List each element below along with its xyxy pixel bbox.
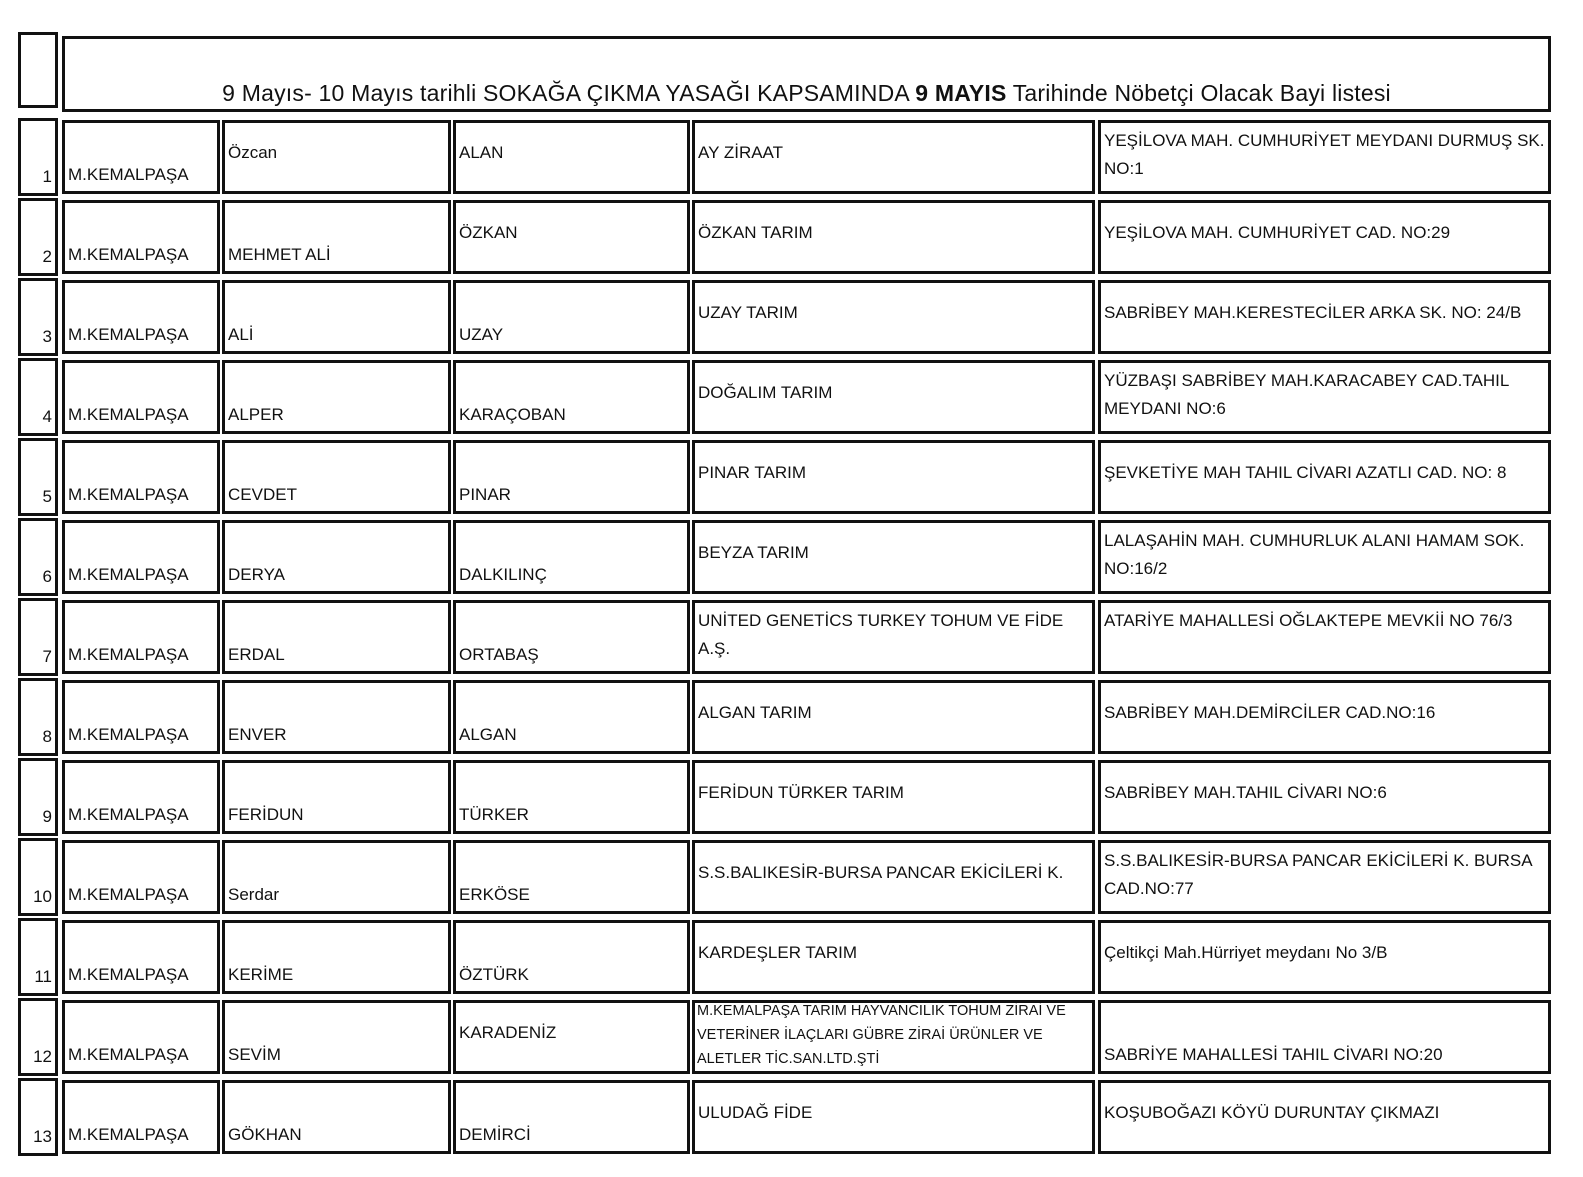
firm-name: M.KEMALPAŞA TARIM HAYVANCILIK TOHUM ZİRAİ VE VETERİNER İLAÇLARI GÜBRE ZİRAİ ÜRÜNLER VE ALETLER TİC.SAN.LTD.ŞTİ	[697, 1003, 1066, 1067]
district: M.KEMALPAŞA	[68, 485, 189, 504]
address: SABRİBEY MAH.TAHIL CİVARI NO:6	[1104, 783, 1387, 802]
address: ATARİYE MAHALLESİ OĞLAKTEPE MEVKİİ NO 76/3	[1104, 611, 1513, 630]
surname: DEMİRCİ	[459, 1125, 531, 1144]
title-text-end: Tarihinde Nöbetçi Olacak Bayi listesi	[1006, 80, 1391, 106]
district-cell	[62, 200, 220, 274]
row-number: 3	[42, 327, 52, 346]
surname-cell	[453, 680, 690, 754]
row-number: 4	[42, 407, 52, 426]
first-name: FERİDUN	[228, 805, 304, 824]
district: M.KEMALPAŞA	[68, 565, 189, 584]
firm-cell	[692, 280, 1095, 354]
address: YEŞİLOVA MAH. CUMHURİYET MEYDANI DURMUŞ SK. NO:1	[1104, 131, 1545, 178]
row-number: 6	[42, 567, 52, 586]
name-cell	[222, 200, 451, 274]
address-cell	[1098, 1000, 1551, 1074]
district-cell	[62, 280, 220, 354]
row-number: 8	[42, 727, 52, 746]
table-row	[0, 996, 1583, 1074]
firm-cell	[692, 360, 1095, 434]
surname: KARADENİZ	[459, 1023, 557, 1042]
address-cell	[1098, 760, 1551, 834]
address: SABRİBEY MAH.KERESTECİLER ARKA SK. NO: 24/B	[1104, 303, 1522, 322]
table-row	[0, 196, 1583, 274]
surname-cell	[453, 120, 690, 194]
firm-name: BEYZA TARIM	[698, 543, 809, 562]
firm-cell	[692, 440, 1095, 514]
name-cell	[222, 840, 451, 914]
row-number-cell	[18, 438, 58, 516]
firm-name: DOĞALIM TARIM	[698, 383, 833, 402]
surname-cell	[453, 360, 690, 434]
address: YEŞİLOVA MAH. CUMHURİYET CAD. NO:29	[1104, 223, 1451, 242]
surname: KARAÇOBAN	[459, 405, 566, 424]
firm-cell	[692, 200, 1095, 274]
surname-cell	[453, 280, 690, 354]
surname: ORTABAŞ	[459, 645, 539, 664]
row-number-cell	[18, 278, 58, 356]
table-row	[0, 436, 1583, 514]
district: M.KEMALPAŞA	[68, 405, 189, 424]
firm-name: FERİDUN TÜRKER TARIM	[698, 783, 904, 802]
address-cell	[1098, 680, 1551, 754]
address-cell	[1098, 200, 1551, 274]
district: M.KEMALPAŞA	[68, 1045, 189, 1064]
row-number-cell	[18, 998, 58, 1076]
row-number-cell	[18, 918, 58, 996]
firm-cell	[692, 120, 1095, 194]
firm-cell	[692, 520, 1095, 594]
district: M.KEMALPAŞA	[68, 645, 189, 664]
first-name: GÖKHAN	[228, 1125, 302, 1144]
surname: ALAN	[459, 143, 504, 162]
first-name: MEHMET ALİ	[228, 245, 331, 264]
district: M.KEMALPAŞA	[68, 725, 189, 744]
name-cell	[222, 1000, 451, 1074]
firm-cell	[692, 600, 1095, 674]
firm-name: S.S.BALIKESİR-BURSA PANCAR EKİCİLERİ K.	[698, 863, 1064, 882]
surname-cell	[453, 1080, 690, 1154]
surname: UZAY	[459, 325, 504, 344]
district-cell	[62, 760, 220, 834]
firm-cell	[692, 840, 1095, 914]
surname: ERKÖSE	[459, 885, 530, 904]
name-cell	[222, 1080, 451, 1154]
address-cell	[1098, 600, 1551, 674]
table-row	[0, 916, 1583, 994]
firm-cell	[692, 680, 1095, 754]
first-name: DERYA	[228, 565, 286, 584]
firm-name: AY ZİRAAT	[698, 143, 784, 162]
name-cell	[222, 280, 451, 354]
first-name: ERDAL	[228, 645, 285, 664]
address: SABRİBEY MAH.DEMİRCİLER CAD.NO:16	[1104, 703, 1436, 722]
surname: ALGAN	[459, 725, 517, 744]
district: M.KEMALPAŞA	[68, 805, 189, 824]
address: KOŞUBOĞAZI KÖYÜ DURUNTAY ÇIKMAZI	[1104, 1103, 1440, 1122]
firm-name: PINAR TARIM	[698, 463, 806, 482]
table-row	[0, 116, 1583, 194]
surname-cell	[453, 1000, 690, 1074]
surname-cell	[453, 760, 690, 834]
address-cell	[1098, 440, 1551, 514]
row-number: 2	[42, 247, 52, 266]
row-number-cell	[18, 198, 58, 276]
address-cell	[1098, 360, 1551, 434]
firm-name: ÖZKAN TARIM	[698, 223, 813, 242]
row-number: 10	[33, 887, 52, 906]
district-cell	[62, 600, 220, 674]
table-row	[0, 756, 1583, 834]
row-number-cell	[18, 1078, 58, 1156]
page-title	[65, 80, 1548, 107]
firm-cell	[692, 1080, 1095, 1154]
address-cell	[1098, 920, 1551, 994]
first-name: KERİME	[228, 965, 294, 984]
row-number: 11	[34, 967, 52, 986]
firm-name: KARDEŞLER TARIM	[698, 943, 858, 962]
firm-name: ALGAN TARIM	[698, 703, 812, 722]
first-name: Özcan	[228, 143, 278, 162]
row-number: 12	[33, 1047, 52, 1066]
name-cell	[222, 680, 451, 754]
row-number-cell	[18, 758, 58, 836]
address-cell	[1098, 520, 1551, 594]
row-number-cell	[18, 118, 58, 196]
address: LALAŞAHİN MAH. CUMHURLUK ALANI HAMAM SOK. NO:16/2	[1104, 531, 1525, 578]
surname: DALKILINÇ	[459, 565, 547, 584]
district: M.KEMALPAŞA	[68, 1125, 189, 1144]
first-name: ALPER	[228, 405, 284, 424]
firm-name: UNİTED GENETİCS TURKEY TOHUM VE FİDE A.Ş.	[698, 611, 1064, 658]
address: SABRİYE MAHALLESİ TAHIL CİVARI NO:20	[1104, 1045, 1443, 1064]
name-cell	[222, 920, 451, 994]
surname-cell	[453, 920, 690, 994]
table-row	[0, 596, 1583, 674]
row-number-cell	[18, 598, 58, 676]
firm-cell	[692, 760, 1095, 834]
address-cell	[1098, 280, 1551, 354]
table-row	[0, 276, 1583, 354]
row-number-cell	[18, 358, 58, 436]
table-row	[0, 356, 1583, 434]
name-cell	[222, 360, 451, 434]
name-cell	[222, 120, 451, 194]
surname: TÜRKER	[459, 805, 529, 824]
district: M.KEMALPAŞA	[68, 245, 189, 264]
title-text-start: 9 Mayıs- 10 Mayıs tarihli SOKAĞA ÇIKMA YASAĞI KAPSAMINDA	[222, 80, 916, 106]
district-cell	[62, 920, 220, 994]
surname-cell	[453, 440, 690, 514]
row-number-cell	[18, 518, 58, 596]
row-number: 9	[42, 807, 52, 826]
address: S.S.BALIKESİR-BURSA PANCAR EKİCİLERİ K. BURSA CAD.NO:77	[1104, 851, 1532, 898]
row-number-cell	[18, 838, 58, 916]
table-row	[0, 516, 1583, 594]
district: M.KEMALPAŞA	[68, 325, 189, 344]
title-date-bold: 9 MAYIS	[915, 80, 1007, 106]
address-cell	[1098, 840, 1551, 914]
first-name: Serdar	[228, 885, 280, 904]
firm-cell	[692, 1000, 1095, 1074]
district-cell	[62, 120, 220, 194]
district-cell	[62, 360, 220, 434]
surname: PINAR	[459, 485, 511, 504]
district-cell	[62, 1000, 220, 1074]
district-cell	[62, 1080, 220, 1154]
row-number: 13	[33, 1127, 52, 1146]
firm-name: ULUDAĞ FİDE	[698, 1103, 813, 1122]
header-title-cell	[62, 36, 1551, 112]
name-cell	[222, 440, 451, 514]
table-row	[0, 836, 1583, 914]
address-cell	[1098, 120, 1551, 194]
firm-cell	[692, 920, 1095, 994]
first-name: ALİ	[228, 325, 254, 344]
address: YÜZBAŞI SABRİBEY MAH.KARACABEY CAD.TAHIL MEYDANI NO:6	[1104, 371, 1509, 418]
first-name: ENVER	[228, 725, 287, 744]
address-cell	[1098, 1080, 1551, 1154]
surname-cell	[453, 840, 690, 914]
surname: ÖZTÜRK	[459, 965, 529, 984]
district: M.KEMALPAŞA	[68, 165, 189, 184]
row-number: 7	[42, 647, 52, 666]
row-number: 5	[42, 487, 52, 506]
surname-cell	[453, 600, 690, 674]
district-cell	[62, 440, 220, 514]
district: M.KEMALPAŞA	[68, 885, 189, 904]
name-cell	[222, 520, 451, 594]
row-number-cell	[18, 678, 58, 756]
name-cell	[222, 600, 451, 674]
first-name: SEVİM	[228, 1045, 281, 1064]
table-row	[0, 1076, 1583, 1154]
row-number: 1	[42, 167, 52, 186]
surname-cell	[453, 200, 690, 274]
district-cell	[62, 840, 220, 914]
first-name: CEVDET	[228, 485, 297, 504]
firm-name: UZAY TARIM	[698, 303, 798, 322]
surname-cell	[453, 520, 690, 594]
table-row	[0, 676, 1583, 754]
district-cell	[62, 680, 220, 754]
district-cell	[62, 520, 220, 594]
header-number-cell	[18, 32, 58, 108]
name-cell	[222, 760, 451, 834]
address: Çeltikçi Mah.Hürriyet meydanı No 3/B	[1104, 943, 1388, 962]
surname: ÖZKAN	[459, 223, 518, 242]
address: ŞEVKETİYE MAH TAHIL CİVARI AZATLI CAD. NO: 8	[1104, 463, 1507, 482]
district: M.KEMALPAŞA	[68, 965, 189, 984]
